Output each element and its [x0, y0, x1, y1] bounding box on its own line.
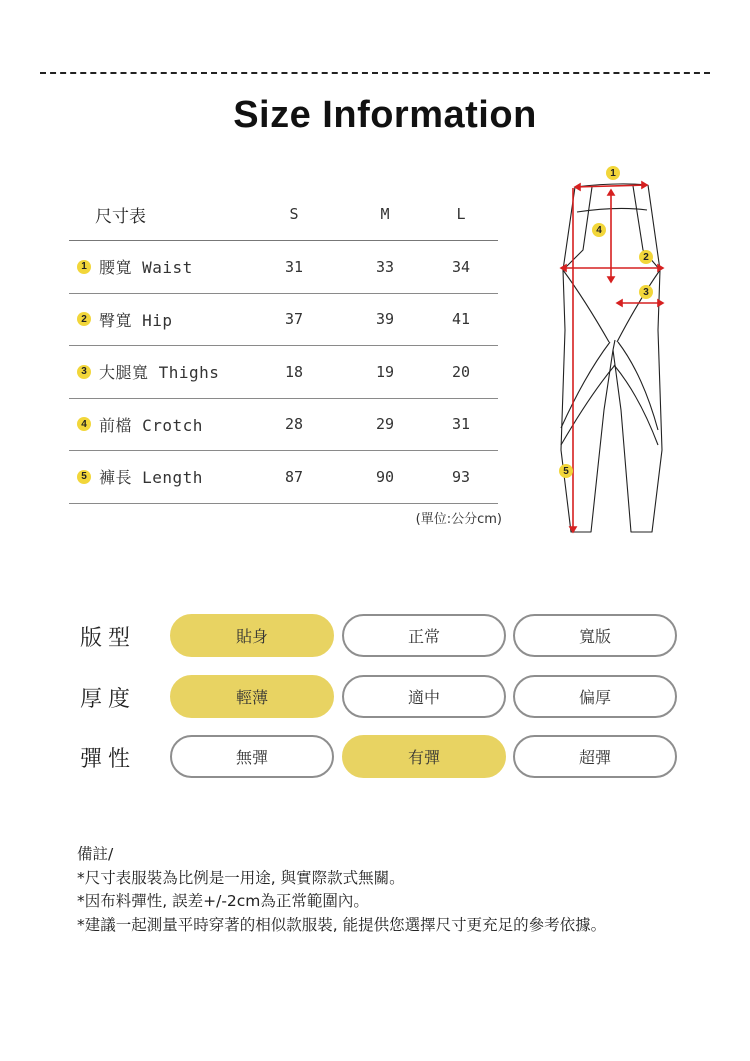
- row-label: 腰寬 Waist: [99, 258, 193, 278]
- option-pill-selected: 輕薄: [170, 675, 334, 718]
- dashed-divider: [40, 72, 710, 74]
- cell-m: 19: [375, 362, 395, 381]
- attribute-row-elasticity: [80, 735, 680, 779]
- cell-m: 90: [375, 467, 395, 486]
- attribute-label: 版型: [80, 625, 137, 651]
- cell-s: 31: [284, 257, 304, 276]
- row-label: 前檔 Crotch: [99, 415, 203, 435]
- option-pill: 無彈: [170, 735, 334, 778]
- number-badge-icon: 2: [77, 312, 91, 326]
- page-title: Size Information: [233, 94, 537, 136]
- row-label: 褲長 Length: [99, 468, 203, 488]
- attribute-label: 彈性: [80, 746, 137, 772]
- table-row-thighs: [69, 346, 498, 399]
- cell-l: 41: [451, 310, 471, 329]
- leggings-diagram: [555, 160, 680, 540]
- option-pill: 寬版: [513, 614, 677, 657]
- cell-m: 29: [375, 415, 395, 434]
- marker-4-icon: 4: [592, 223, 606, 237]
- table-row-waist: [69, 241, 498, 294]
- number-badge-icon: 1: [77, 260, 91, 274]
- option-pill: 偏厚: [513, 675, 677, 718]
- unit-note: (單位:公分cm): [415, 512, 502, 527]
- option-pill-selected: 貼身: [170, 614, 334, 657]
- number-badge-icon: 5: [77, 470, 91, 484]
- leggings-outline-icon: [555, 160, 680, 540]
- cell-s: 18: [284, 362, 304, 381]
- number-badge-icon: 4: [77, 417, 91, 431]
- table-header-row: [69, 188, 498, 241]
- cell-m: 39: [375, 310, 395, 329]
- cell-m: 33: [375, 257, 395, 276]
- notes-section: [77, 843, 717, 937]
- cell-s: 28: [284, 415, 304, 434]
- cell-l: 93: [451, 467, 471, 486]
- cell-l: 31: [451, 415, 471, 434]
- table-row-hip: [69, 294, 498, 347]
- note-line: *因布料彈性, 誤差+/-2cm為正常範圍內。: [77, 892, 369, 910]
- table-row-crotch: [69, 399, 498, 452]
- number-badge-icon: 3: [77, 365, 91, 379]
- cell-s: 37: [284, 310, 304, 329]
- marker-1-icon: 1: [606, 166, 620, 180]
- note-line: *尺寸表服裝為比例是一用途, 與實際款式無關。: [77, 868, 405, 887]
- option-pill: 適中: [342, 675, 506, 718]
- cell-l: 34: [451, 257, 471, 276]
- attribute-label: 厚度: [80, 686, 137, 712]
- table-header-label: 尺寸表: [95, 206, 146, 227]
- table-row-length: [69, 451, 498, 504]
- row-label: 臀寬 Hip: [99, 310, 173, 330]
- marker-5-icon: 5: [559, 464, 573, 478]
- marker-3-icon: 3: [639, 285, 653, 299]
- option-pill: 正常: [342, 614, 506, 657]
- option-pill: 超彈: [513, 735, 677, 778]
- option-pill-selected: 有彈: [342, 735, 506, 778]
- column-header-m: M: [380, 205, 390, 223]
- attribute-row-fit: [80, 614, 680, 658]
- note-line: *建議一起測量平時穿著的相似款服裝, 能提供您選擇尺寸更充足的參考依據。: [77, 915, 607, 934]
- cell-s: 87: [284, 467, 304, 486]
- notes-heading: 備註/: [77, 845, 114, 863]
- cell-l: 20: [451, 362, 471, 381]
- marker-2-icon: 2: [639, 250, 653, 264]
- row-label: 大腿寬 Thighs: [99, 363, 220, 383]
- attribute-row-thickness: [80, 675, 680, 719]
- size-table: [69, 188, 498, 504]
- column-header-s: S: [289, 205, 299, 223]
- column-header-l: L: [456, 205, 466, 223]
